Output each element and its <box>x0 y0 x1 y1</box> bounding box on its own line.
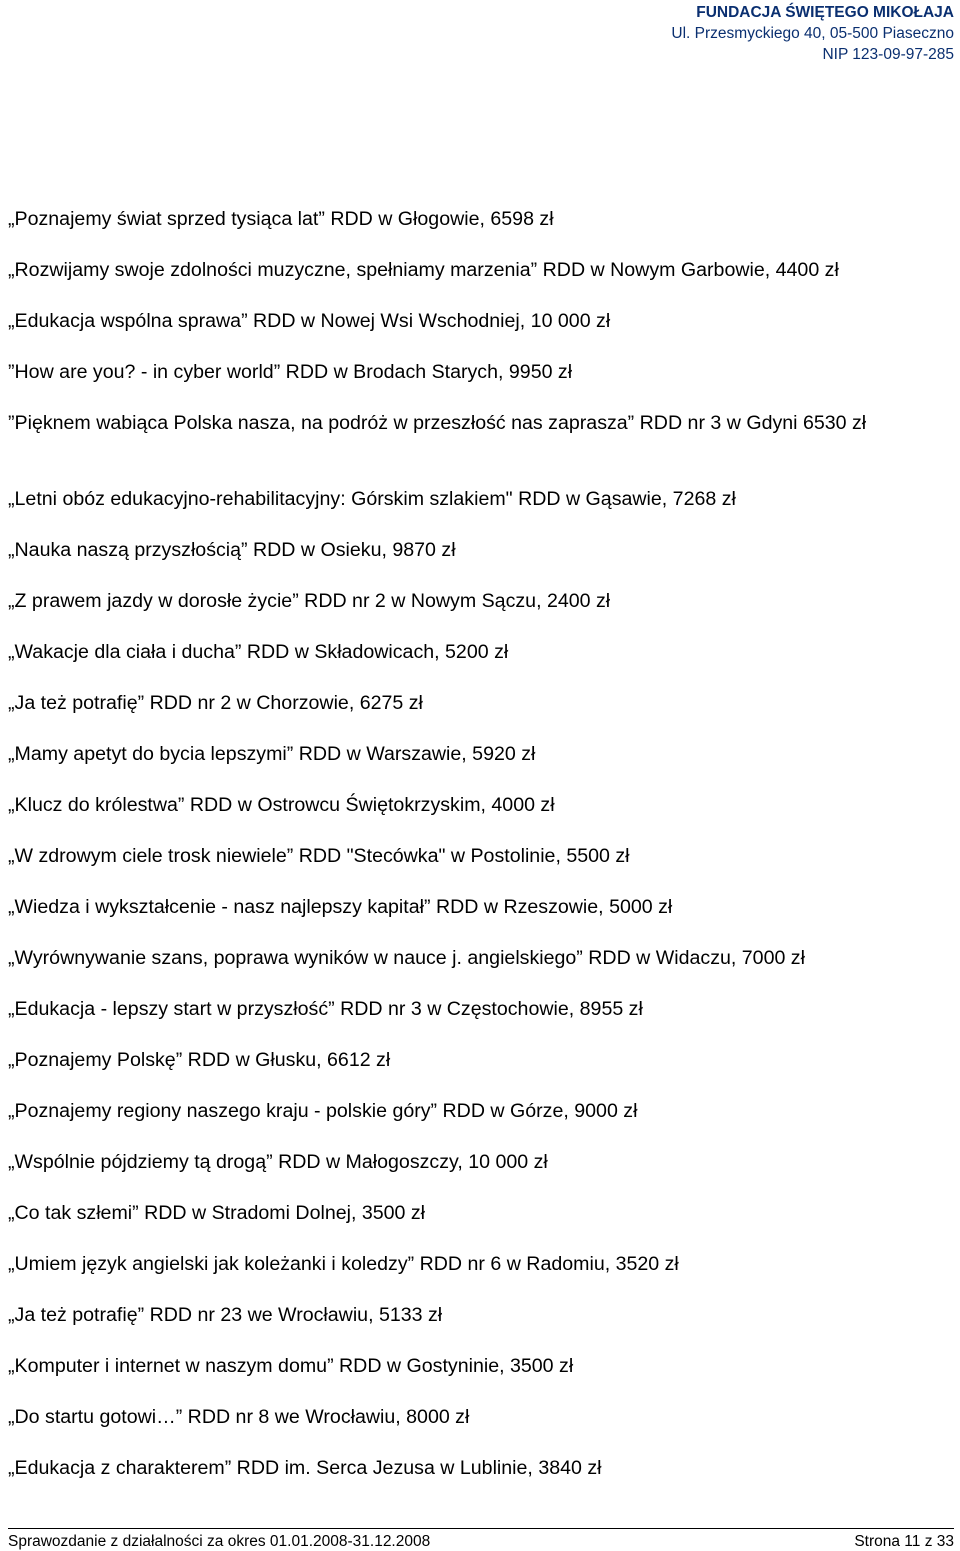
organization-nip: NIP 123-09-97-285 <box>822 46 954 63</box>
list-item: „Umiem język angielski jak koleżanki i koledzy” RDD nr 6 w Radomiu, 3520 zł <box>8 1253 679 1275</box>
list-item: „Wakacje dla ciała i ducha” RDD w Składowicach, 5200 zł <box>8 641 509 663</box>
list-item: „Klucz do królestwa” RDD w Ostrowcu Świętokrzyskim, 4000 zł <box>8 794 555 816</box>
list-item: „Do startu gotowi…” RDD nr 8 we Wrocławiu, 8000 zł <box>8 1406 470 1428</box>
list-item: ”How are you? - in cyber world” RDD w Brodach Starych, 9950 zł <box>8 361 573 383</box>
list-item: „Z prawem jazdy w dorosłe życie” RDD nr 2 w Nowym Sączu, 2400 zł <box>8 590 611 612</box>
organization-address: Ul. Przesmyckiego 40, 05-500 Piaseczno <box>671 25 954 42</box>
page-number: Strona 11 z 33 <box>854 1533 954 1550</box>
list-item: „Edukacja - lepszy start w przyszłość” RDD nr 3 w Częstochowie, 8955 zł <box>8 998 643 1020</box>
list-item: „Nauka naszą przyszłością” RDD w Osieku, 9870 zł <box>8 539 456 561</box>
list-item: „Edukacja wspólna sprawa” RDD w Nowej Wsi Wschodniej, 10 000 zł <box>8 310 611 332</box>
list-item: „Edukacja z charakterem” RDD im. Serca Jezusa w Lublinie, 3840 zł <box>8 1457 602 1479</box>
list-item: „Ja też potrafię” RDD nr 23 we Wrocławiu, 5133 zł <box>8 1304 443 1326</box>
list-item: „Mamy apetyt do bycia lepszymi” RDD w Warszawie, 5920 zł <box>8 743 536 765</box>
list-item: „Poznajemy świat sprzed tysiąca lat” RDD w Głogowie, 6598 zł <box>8 208 554 230</box>
list-item: „Co tak szłemi” RDD w Stradomi Dolnej, 3500 zł <box>8 1202 426 1224</box>
page-footer <box>8 1528 954 1551</box>
list-item: „Letni obóz edukacyjno-rehabilitacyjny: Górskim szlakiem" RDD w Gąsawie, 7268 zł <box>8 488 736 510</box>
list-item: „Wspólnie pójdziemy tą drogą” RDD w Małogoszczy, 10 000 zł <box>8 1151 548 1173</box>
list-item: „Wyrównywanie szans, poprawa wyników w nauce j. angielskiego” RDD w Widaczu, 7000 zł <box>8 947 805 969</box>
list-item: ”Pięknem wabiąca Polska nasza, na podróż w przeszłość nas zaprasza” RDD nr 3 w Gdyni 6530 zł <box>8 412 867 434</box>
list-item: „Rozwijamy swoje zdolności muzyczne, spełniamy marzenia” RDD w Nowym Garbowie, 4400 zł <box>8 259 839 281</box>
list-item: „Poznajemy regiony naszego kraju - polskie góry” RDD w Górze, 9000 zł <box>8 1100 638 1122</box>
list-item: „Poznajemy Polskę” RDD w Głusku, 6612 zł <box>8 1049 391 1071</box>
report-title: Sprawozdanie z działalności za okres 01.01.2008-31.12.2008 <box>8 1533 431 1550</box>
list-item: „W zdrowym ciele trosk niewiele” RDD "Stecówka" w Postolinie, 5500 zł <box>8 845 630 867</box>
page-header <box>671 2 954 65</box>
organization-name: FUNDACJA ŚWIĘTEGO MIKOŁAJA <box>696 4 954 21</box>
list-item: „Komputer i internet w naszym domu” RDD w Gostyninie, 3500 zł <box>8 1355 574 1377</box>
list-item: „Wiedza i wykształcenie - nasz najlepszy kapitał” RDD w Rzeszowie, 5000 zł <box>8 896 673 918</box>
list-item: „Ja też potrafię” RDD nr 2 w Chorzowie, 6275 zł <box>8 692 423 714</box>
project-list <box>8 206 948 1481</box>
